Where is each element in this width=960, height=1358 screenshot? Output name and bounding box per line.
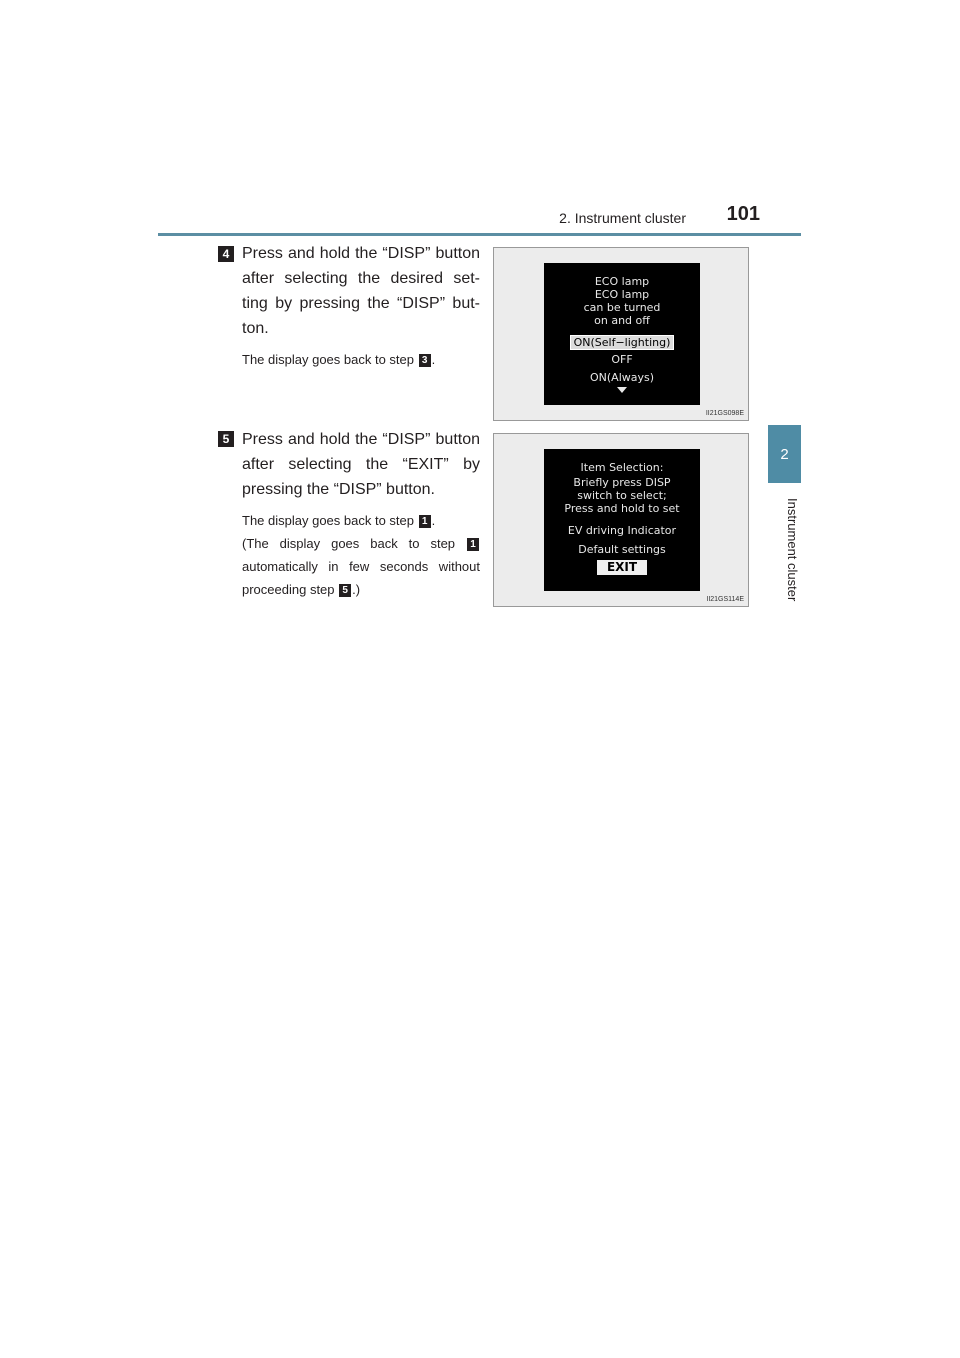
- screen-option: ON(Always): [589, 371, 655, 384]
- screen-option: OFF: [611, 353, 633, 366]
- note-text: .: [431, 513, 436, 528]
- screen-line: on and off: [594, 314, 650, 327]
- display-screen: [544, 263, 700, 405]
- step-ref-badge: 3: [419, 354, 431, 367]
- chapter-tab: 2: [768, 425, 801, 483]
- chapter-label: Instrument cluster: [785, 497, 800, 602]
- screen-line: can be turned: [583, 301, 661, 314]
- page-number: 101: [726, 203, 760, 225]
- screen-line: switch to select;: [577, 489, 667, 502]
- step-ref-badge: 1: [467, 538, 479, 551]
- selected-option: ON(Self−lighting): [570, 335, 675, 350]
- note-text: .): [352, 582, 361, 597]
- header-rule: [158, 233, 801, 236]
- display-screen: [544, 449, 700, 591]
- section-title: 2. Instrument cluster: [559, 210, 686, 226]
- figure-code: II21GS114E: [706, 596, 744, 603]
- screen-line: ECO lamp: [594, 288, 650, 301]
- screen-line: Item Selection:: [580, 461, 664, 474]
- note-text: The display goes back to step: [242, 352, 414, 367]
- step-ref-badge: 5: [339, 584, 351, 597]
- note-text: .: [431, 352, 436, 367]
- step-4-text: Press and hold the “DISP” button after selecting the desired set-ting by pressing the “DISP” but-ton.: [242, 245, 480, 337]
- figure-item-selection: [493, 433, 749, 607]
- screen-option: Default settings: [578, 543, 666, 556]
- screen-line: Briefly press DISP: [573, 476, 671, 489]
- note-text: (The display goes back to step: [242, 536, 456, 551]
- screen-line: Press and hold to set: [564, 502, 680, 515]
- figure-eco-lamp-setting: [493, 247, 749, 421]
- step-5-note: [242, 509, 480, 532]
- scroll-down-arrow-icon: [617, 387, 627, 393]
- note-text: automatically in few seconds without proceeding step: [242, 559, 480, 597]
- note-text: The display goes back to step: [242, 513, 414, 528]
- step-4-note: [242, 348, 480, 371]
- step-number-5: 5: [218, 431, 234, 447]
- step-5-text: Press and hold the “DISP” button after selecting the “EXIT” by pressing the “DISP” button.: [242, 431, 480, 498]
- selected-option: EXIT: [597, 560, 647, 575]
- step-5-note-2: [242, 532, 480, 601]
- screen-line: ECO lamp: [594, 275, 650, 288]
- figure-code: II21GS098E: [705, 410, 744, 417]
- screen-option: EV driving Indicator: [567, 524, 677, 537]
- step-ref-badge: 1: [419, 515, 431, 528]
- step-number-4: 4: [218, 246, 234, 262]
